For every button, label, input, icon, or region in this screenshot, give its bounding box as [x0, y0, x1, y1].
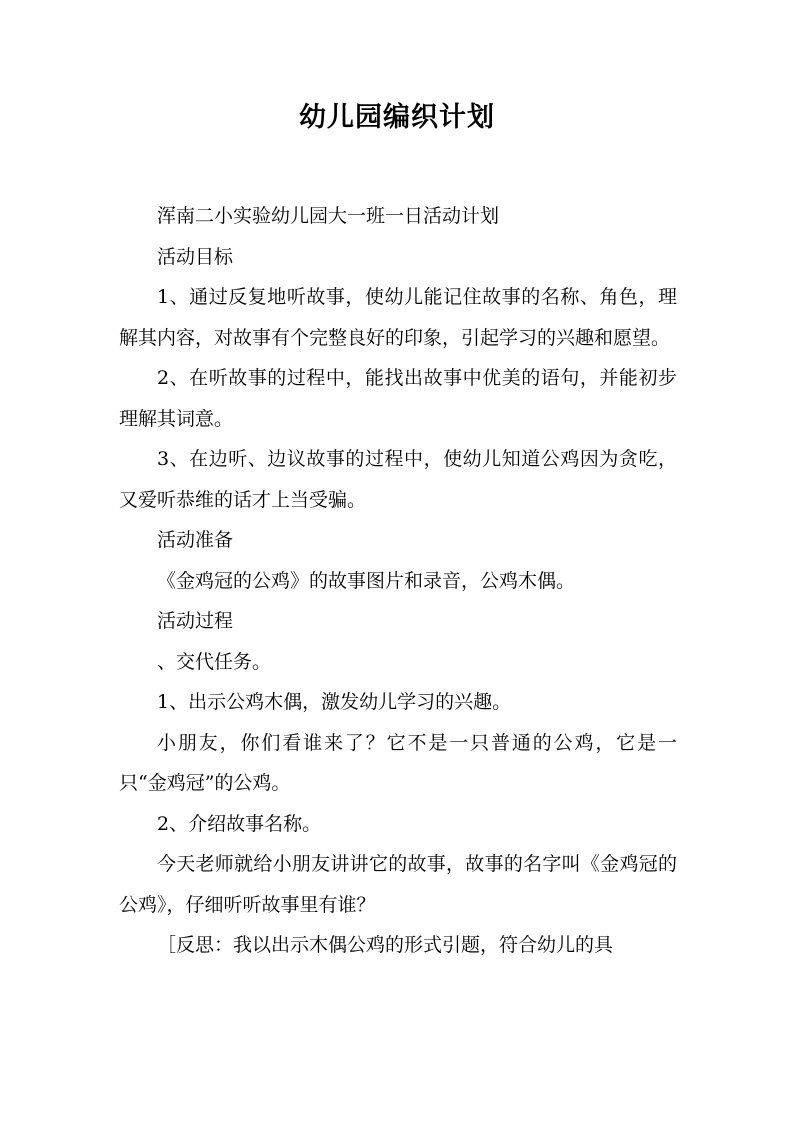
paragraph-section-process: 活动过程 [157, 610, 234, 632]
paragraph-class-plan-heading: 浑南二小实验幼儿园大一班一日活动计划 [157, 205, 500, 227]
paragraph-step-1-dialogue: 小朋友，你们看谁来了？它不是一只普通的公鸡，它是一只“金鸡冠”的公鸡。 [119, 731, 677, 794]
paragraph-section-preparation: 活动准备 [157, 529, 234, 551]
paragraph-section-goals: 活动目标 [157, 245, 234, 268]
paragraph-reflection: ［反思：我以出示木偶公鸡的形式引题，符合幼儿的具 [157, 934, 614, 956]
document-title: 幼儿园编织计划 [299, 102, 495, 133]
paragraph-goal-1: 1、通过反复地听故事，使幼儿能记住故事的名称、角色，理解其内容，对故事有个完整良好的印象，引起学习的兴趣和愿望。 [119, 286, 677, 349]
paragraph-preparation-materials: 《金鸡冠的公鸡》的故事图片和录音，公鸡木偶。 [157, 569, 576, 592]
paragraph-step-2-dialogue: 今天老师就给小朋友讲讲它的故事，故事的名字叫《金鸡冠的公鸡》，仔细听听故事里有谁？ [119, 853, 677, 916]
paragraph-goal-3: 3、在边听、边议故事的过程中，使幼儿知道公鸡因为贪吃，又爱听恭维的话才上当受骗。 [119, 448, 677, 511]
paragraph-assign-task: 、交代任务。 [157, 650, 272, 673]
document-body [119, 196, 677, 966]
paragraph-goal-2: 2、在听故事的过程中，能找出故事中优美的语句，并能初步理解其词意。 [119, 367, 677, 430]
paragraph-step-2: 2、介绍故事名称。 [157, 812, 322, 835]
paragraph-step-1: 1、出示公鸡木偶，激发幼儿学习的兴趣。 [157, 691, 512, 713]
